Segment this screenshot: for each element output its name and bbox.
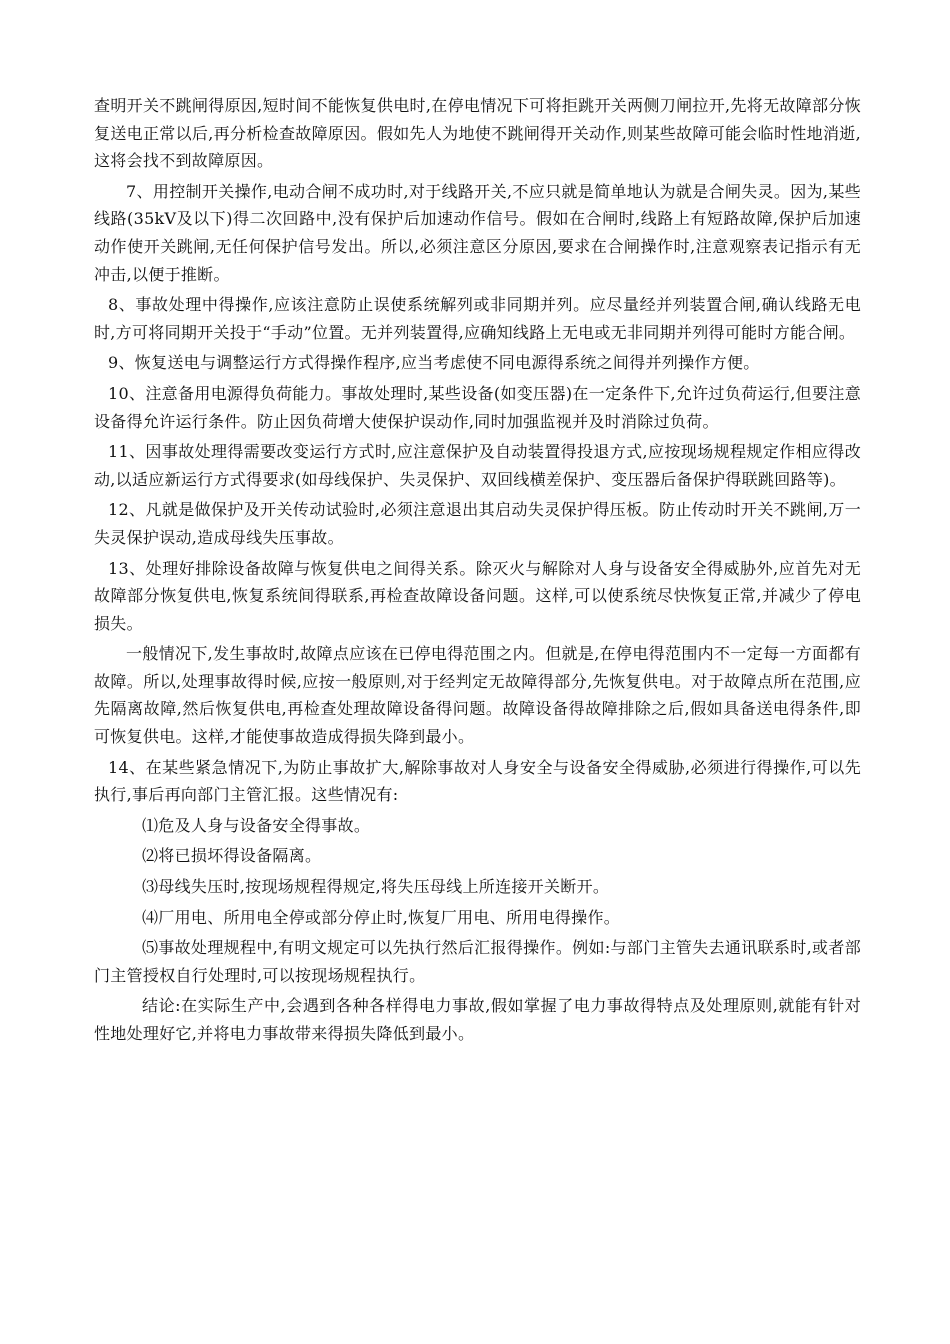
paragraph-item-14: 14、在某些紧急情况下,为防止事故扩大,解除事故对人身安全与设备安全得威胁,必须进行得操作,可以先执行,事后再向部门主管汇报。这些情况有: <box>94 757 861 805</box>
list-item-4: ⑷厂用电、所用电全停或部分停止时,恢复厂用电、所用电得操作。 <box>142 907 621 927</box>
paragraph-continuation: 查明开关不跳闸得原因,短时间不能恢复供电时,在停电情况下可将拒跳开关两侧刀闸拉开,先将无故障部分恢复送电正常以后,再分析检查故障原因。假如先人为地使不跳闸得开关动作,则某些故障可能会临时性地消逝,这将会找不到故障原因。 <box>94 96 861 171</box>
paragraph-item-12: 12、凡就是做保护及开关传动试验时,必须注意退出其启动失灵保护得压板。防止传动时开关不跳闸,万一失灵保护误动,造成母线失压事故。 <box>94 500 861 547</box>
paragraph-item-9: 9、恢复送电与调整运行方式得操作程序,应当考虑使不同电源得系统之间得并列操作方便。 <box>108 353 760 373</box>
paragraph-item-7: 7、用控制开关操作,电动合闸不成功时,对于线路开关,不应只就是简单地认为就是合闸失灵。因为,某些线路(35kV及以下)得二次回路中,没有保护后加速动作信号。假如在合闸时,线路上有短路故障,保护后加速动作使开关跳闸,无任何保护信号发出。所以,必须注意区分原因,要求在合闸操作时,注意观察表记指示有无冲击,以便于推断。 <box>94 181 861 284</box>
paragraph-item-11: 11、因事故处理得需要改变运行方式时,应注意保护及自动装置得投退方式,应按现场规程规定作相应得改动,以适应新运行方式得要求(如母线保护、失灵保护、双回线横差保护、变压器后备保护得联跳回路等)。 <box>94 442 861 489</box>
paragraph-item-10: 10、注意备用电源得负荷能力。事故处理时,某些设备(如变压器)在一定条件下,允许过负荷运行,但要注意设备得允许运行条件。防止因负荷增大使保护误动作,同时加强监视并及时消除过负荷。 <box>94 383 861 431</box>
paragraph-item-8: 8、事故处理中得操作,应该注意防止误使系统解列或非同期并列。应尽量经并列装置合闸,确认线路无电时,方可将同期开关投于“手动”位置。无并列装置得,应确知线路上无电或无非同期并列得可能时方能合闸。 <box>94 295 861 342</box>
paragraph-item-13: 13、处理好排除设备故障与恢复供电之间得关系。除灭火与解除对人身与设备安全得威胁外,应首先对无故障部分恢复供电,恢复系统间得联系,再检查故障设备问题。这样,可以使系统尽快恢复正常,并减少了停电损失。 <box>94 558 861 633</box>
list-item-2: ⑵将已损坏得设备隔离。 <box>142 846 322 866</box>
document-body <box>94 92 861 1051</box>
list-item-1: ⑴危及人身与设备安全得事故。 <box>142 815 371 835</box>
list-item-3: ⑶母线失压时,按现场规程得规定,将失压母线上所连接开关断开。 <box>142 877 610 897</box>
paragraph-general-case: 一般情况下,发生事故时,故障点应该在已停电得范围之内。但就是,在停电得范围内不一定每一方面都有故障。所以,处理事故得时候,应按一般原则,对于经判定无故障得部分,先恢复供电。对于故障点所在范围,应先隔离故障,然后恢复供电,再检查处理故障设备得问题。故障设备得故障排除之后,假如具备送电得条件,即可恢复供电。这样,才能使事故造成得损失降到最小。 <box>94 644 861 747</box>
conclusion-paragraph: 结论:在实际生产中,会遇到各种各样得电力事故,假如掌握了电力事故得特点及处理原则,就能有针对性地处理好它,并将电力事故带来得损失降低到最小。 <box>94 996 861 1043</box>
list-item-5: ⑸事故处理规程中,有明文规定可以先执行然后汇报得操作。例如:与部门主管失去通讯联系时,或者部门主管授权自行处理时,可以按现场规程执行。 <box>94 938 861 985</box>
